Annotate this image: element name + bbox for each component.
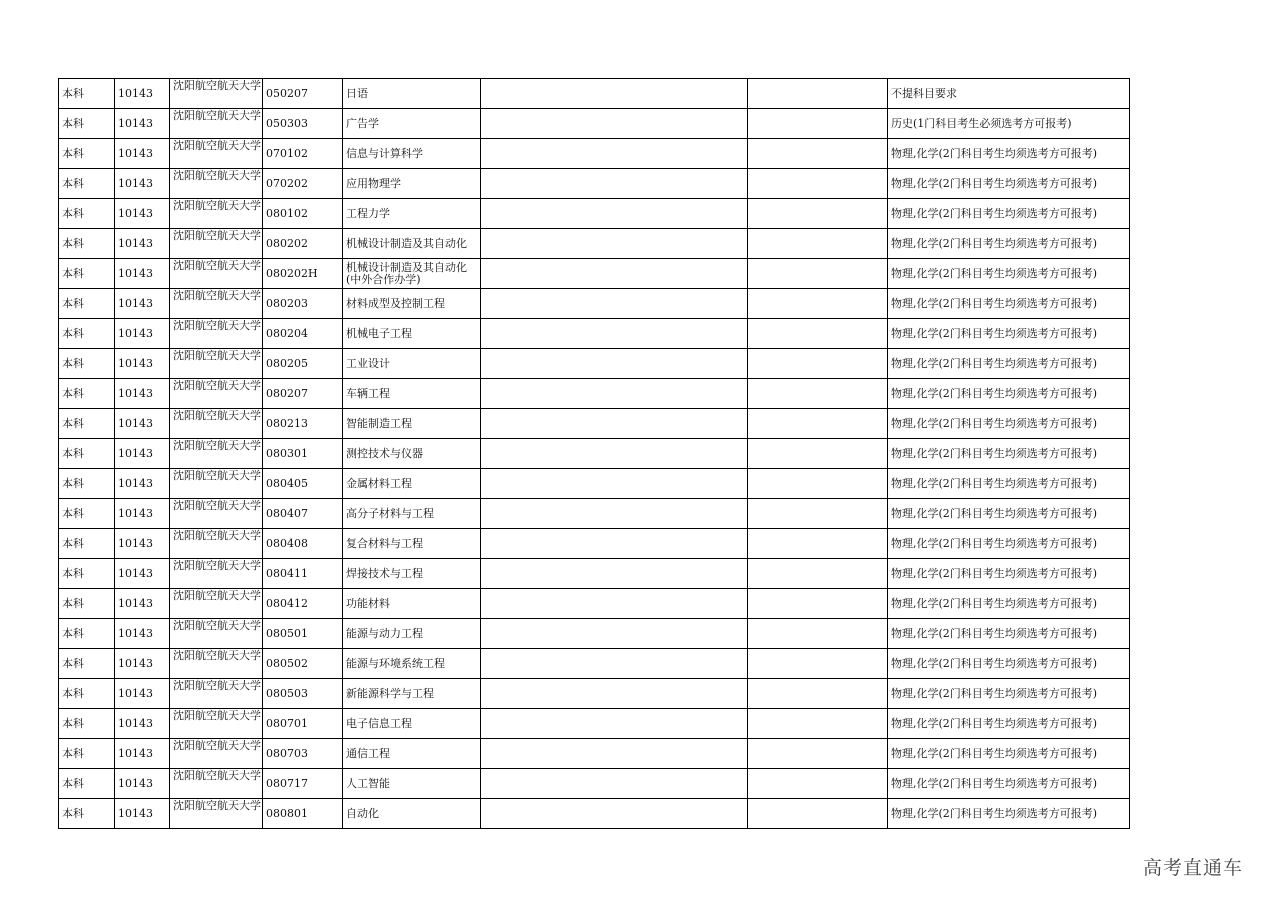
table-row [59,259,1130,289]
cell-major-code: 080408 [263,529,343,559]
cell-level: 本科 [59,499,115,529]
cell-empty-b [748,529,888,559]
cell-major-code: 080405 [263,469,343,499]
cell-school-name: 沈阳航空航天大学 [170,619,263,649]
cell-empty-a [481,559,748,589]
cell-major-code: 080717 [263,769,343,799]
cell-empty-a [481,169,748,199]
cell-school-code: 10143 [115,649,170,679]
cell-major-code: 080213 [263,409,343,439]
cell-major-code: 050207 [263,79,343,109]
table-row [59,79,1130,109]
cell-subject-requirement: 物理,化学(2门科目考生均须选考方可报考) [888,589,1130,619]
cell-empty-b [748,769,888,799]
table-row [59,559,1130,589]
cell-subject-requirement: 物理,化学(2门科目考生均须选考方可报考) [888,289,1130,319]
table-row [59,319,1130,349]
cell-major-name: 工程力学 [343,199,481,229]
cell-subject-requirement: 物理,化学(2门科目考生均须选考方可报考) [888,649,1130,679]
cell-level: 本科 [59,379,115,409]
cell-empty-a [481,589,748,619]
table-row [59,109,1130,139]
cell-major-code: 080501 [263,619,343,649]
cell-level: 本科 [59,349,115,379]
cell-school-code: 10143 [115,679,170,709]
cell-subject-requirement: 物理,化学(2门科目考生均须选考方可报考) [888,319,1130,349]
cell-subject-requirement: 物理,化学(2门科目考生均须选考方可报考) [888,709,1130,739]
cell-school-code: 10143 [115,109,170,139]
cell-level: 本科 [59,139,115,169]
cell-empty-b [748,619,888,649]
cell-school-name: 沈阳航空航天大学 [170,769,263,799]
cell-empty-a [481,499,748,529]
cell-school-code: 10143 [115,589,170,619]
cell-school-name: 沈阳航空航天大学 [170,649,263,679]
cell-subject-requirement: 物理,化学(2门科目考生均须选考方可报考) [888,229,1130,259]
cell-empty-a [481,319,748,349]
cell-school-name: 沈阳航空航天大学 [170,289,263,319]
cell-subject-requirement: 物理,化学(2门科目考生均须选考方可报考) [888,499,1130,529]
cell-major-code: 080503 [263,679,343,709]
cell-major-name: 测控技术与仪器 [343,439,481,469]
subject-requirements-table [58,78,1130,829]
cell-subject-requirement: 物理,化学(2门科目考生均须选考方可报考) [888,439,1130,469]
cell-subject-requirement: 物理,化学(2门科目考生均须选考方可报考) [888,199,1130,229]
table-row [59,469,1130,499]
cell-school-name: 沈阳航空航天大学 [170,439,263,469]
table-row [59,199,1130,229]
cell-school-code: 10143 [115,769,170,799]
cell-empty-a [481,289,748,319]
table-row [59,499,1130,529]
cell-level: 本科 [59,199,115,229]
table-row [59,439,1130,469]
cell-school-name: 沈阳航空航天大学 [170,529,263,559]
cell-major-name: 智能制造工程 [343,409,481,439]
cell-school-code: 10143 [115,619,170,649]
cell-school-code: 10143 [115,709,170,739]
cell-school-name: 沈阳航空航天大学 [170,559,263,589]
cell-major-name: 新能源科学与工程 [343,679,481,709]
cell-empty-b [748,319,888,349]
cell-level: 本科 [59,259,115,289]
cell-school-code: 10143 [115,379,170,409]
cell-major-name: 应用物理学 [343,169,481,199]
cell-school-name: 沈阳航空航天大学 [170,679,263,709]
cell-empty-a [481,349,748,379]
cell-empty-b [748,259,888,289]
cell-major-code: 080412 [263,589,343,619]
cell-major-name: 信息与计算科学 [343,139,481,169]
cell-level: 本科 [59,319,115,349]
cell-subject-requirement: 物理,化学(2门科目考生均须选考方可报考) [888,469,1130,499]
cell-level: 本科 [59,79,115,109]
cell-school-code: 10143 [115,259,170,289]
cell-level: 本科 [59,619,115,649]
cell-major-code: 070102 [263,139,343,169]
cell-major-code: 080204 [263,319,343,349]
table-row [59,379,1130,409]
cell-major-name: 高分子材料与工程 [343,499,481,529]
cell-empty-a [481,379,748,409]
cell-empty-a [481,229,748,259]
cell-major-code: 080301 [263,439,343,469]
cell-level: 本科 [59,439,115,469]
cell-empty-a [481,709,748,739]
cell-major-name: 金属材料工程 [343,469,481,499]
cell-empty-a [481,139,748,169]
cell-school-name: 沈阳航空航天大学 [170,469,263,499]
cell-major-name: 能源与环境系统工程 [343,649,481,679]
cell-major-name: 通信工程 [343,739,481,769]
cell-empty-b [748,289,888,319]
cell-subject-requirement: 物理,化学(2门科目考生均须选考方可报考) [888,409,1130,439]
cell-level: 本科 [59,589,115,619]
cell-school-name: 沈阳航空航天大学 [170,259,263,289]
cell-school-code: 10143 [115,739,170,769]
cell-empty-b [748,589,888,619]
cell-level: 本科 [59,469,115,499]
cell-school-code: 10143 [115,139,170,169]
table-row [59,169,1130,199]
cell-empty-a [481,259,748,289]
cell-empty-b [748,679,888,709]
cell-school-code: 10143 [115,529,170,559]
cell-subject-requirement: 不提科目要求 [888,79,1130,109]
cell-major-code: 080202H [263,259,343,289]
cell-school-name: 沈阳航空航天大学 [170,169,263,199]
table-row [59,229,1130,259]
table-row [59,649,1130,679]
cell-major-code: 080102 [263,199,343,229]
cell-subject-requirement: 物理,化学(2门科目考生均须选考方可报考) [888,529,1130,559]
cell-school-name: 沈阳航空航天大学 [170,739,263,769]
cell-empty-b [748,139,888,169]
cell-level: 本科 [59,649,115,679]
cell-empty-b [748,559,888,589]
table-row [59,619,1130,649]
cell-school-code: 10143 [115,409,170,439]
cell-major-code: 080203 [263,289,343,319]
cell-school-name: 沈阳航空航天大学 [170,709,263,739]
cell-empty-a [481,529,748,559]
cell-major-name: 广告学 [343,109,481,139]
cell-major-name: 人工智能 [343,769,481,799]
cell-major-name: 工业设计 [343,349,481,379]
cell-level: 本科 [59,679,115,709]
cell-school-code: 10143 [115,319,170,349]
cell-empty-b [748,169,888,199]
cell-empty-b [748,349,888,379]
cell-school-name: 沈阳航空航天大学 [170,409,263,439]
cell-level: 本科 [59,529,115,559]
cell-empty-a [481,469,748,499]
cell-level: 本科 [59,709,115,739]
cell-major-name: 机械设计制造及其自动化(中外合作办学) [343,259,481,289]
cell-major-name: 功能材料 [343,589,481,619]
cell-subject-requirement: 物理,化学(2门科目考生均须选考方可报考) [888,349,1130,379]
cell-major-code: 080703 [263,739,343,769]
cell-school-code: 10143 [115,289,170,319]
cell-subject-requirement: 物理,化学(2门科目考生均须选考方可报考) [888,259,1130,289]
cell-empty-a [481,769,748,799]
cell-school-name: 沈阳航空航天大学 [170,379,263,409]
cell-subject-requirement: 物理,化学(2门科目考生均须选考方可报考) [888,799,1130,829]
cell-empty-a [481,799,748,829]
table-body [59,79,1130,829]
cell-empty-b [748,499,888,529]
cell-school-name: 沈阳航空航天大学 [170,139,263,169]
cell-major-name: 机械电子工程 [343,319,481,349]
cell-school-name: 沈阳航空航天大学 [170,349,263,379]
cell-school-name: 沈阳航空航天大学 [170,799,263,829]
table-row [59,739,1130,769]
cell-empty-b [748,739,888,769]
cell-major-name: 复合材料与工程 [343,529,481,559]
cell-school-code: 10143 [115,799,170,829]
cell-empty-a [481,439,748,469]
cell-subject-requirement: 物理,化学(2门科目考生均须选考方可报考) [888,679,1130,709]
table-row [59,349,1130,379]
cell-school-code: 10143 [115,229,170,259]
cell-empty-b [748,649,888,679]
cell-subject-requirement: 历史(1门科目考生必须选考方可报考) [888,109,1130,139]
cell-major-name: 日语 [343,79,481,109]
cell-level: 本科 [59,799,115,829]
cell-level: 本科 [59,739,115,769]
cell-subject-requirement: 物理,化学(2门科目考生均须选考方可报考) [888,619,1130,649]
cell-subject-requirement: 物理,化学(2门科目考生均须选考方可报考) [888,139,1130,169]
cell-major-code: 080801 [263,799,343,829]
cell-subject-requirement: 物理,化学(2门科目考生均须选考方可报考) [888,169,1130,199]
cell-major-name: 电子信息工程 [343,709,481,739]
cell-level: 本科 [59,169,115,199]
table-row [59,409,1130,439]
cell-empty-a [481,199,748,229]
cell-school-name: 沈阳航空航天大学 [170,229,263,259]
cell-school-name: 沈阳航空航天大学 [170,109,263,139]
cell-empty-a [481,79,748,109]
cell-school-name: 沈阳航空航天大学 [170,589,263,619]
cell-major-code: 050303 [263,109,343,139]
cell-major-code: 080205 [263,349,343,379]
cell-major-name: 能源与动力工程 [343,619,481,649]
cell-school-name: 沈阳航空航天大学 [170,499,263,529]
cell-empty-a [481,679,748,709]
cell-major-code: 080411 [263,559,343,589]
cell-major-code: 080207 [263,379,343,409]
cell-subject-requirement: 物理,化学(2门科目考生均须选考方可报考) [888,559,1130,589]
cell-empty-b [748,439,888,469]
cell-subject-requirement: 物理,化学(2门科目考生均须选考方可报考) [888,769,1130,799]
cell-level: 本科 [59,769,115,799]
cell-major-name: 车辆工程 [343,379,481,409]
cell-major-name: 材料成型及控制工程 [343,289,481,319]
cell-empty-a [481,619,748,649]
cell-school-code: 10143 [115,469,170,499]
table-row [59,589,1130,619]
table-row [59,769,1130,799]
cell-major-name: 机械设计制造及其自动化 [343,229,481,259]
cell-empty-b [748,199,888,229]
cell-empty-b [748,109,888,139]
cell-empty-b [748,379,888,409]
cell-level: 本科 [59,109,115,139]
table-row [59,799,1130,829]
cell-school-code: 10143 [115,169,170,199]
cell-major-name: 焊接技术与工程 [343,559,481,589]
cell-empty-b [748,409,888,439]
table-row [59,139,1130,169]
cell-school-name: 沈阳航空航天大学 [170,319,263,349]
cell-level: 本科 [59,229,115,259]
cell-level: 本科 [59,559,115,589]
table-row [59,529,1130,559]
cell-empty-a [481,649,748,679]
cell-major-name: 自动化 [343,799,481,829]
cell-level: 本科 [59,289,115,319]
cell-school-code: 10143 [115,499,170,529]
cell-empty-b [748,709,888,739]
cell-school-code: 10143 [115,439,170,469]
cell-empty-b [748,79,888,109]
table-row [59,709,1130,739]
cell-level: 本科 [59,409,115,439]
table-row [59,679,1130,709]
cell-subject-requirement: 物理,化学(2门科目考生均须选考方可报考) [888,739,1130,769]
table-row [59,289,1130,319]
cell-empty-b [748,799,888,829]
cell-major-code: 080502 [263,649,343,679]
watermark-text: 高考直通车 [1143,857,1244,879]
cell-school-name: 沈阳航空航天大学 [170,79,263,109]
cell-empty-a [481,109,748,139]
cell-school-name: 沈阳航空航天大学 [170,199,263,229]
cell-subject-requirement: 物理,化学(2门科目考生均须选考方可报考) [888,379,1130,409]
cell-school-code: 10143 [115,559,170,589]
cell-empty-a [481,739,748,769]
cell-school-code: 10143 [115,199,170,229]
cell-major-code: 080202 [263,229,343,259]
cell-empty-b [748,469,888,499]
cell-major-code: 080407 [263,499,343,529]
cell-empty-a [481,409,748,439]
cell-major-code: 070202 [263,169,343,199]
cell-school-code: 10143 [115,79,170,109]
cell-school-code: 10143 [115,349,170,379]
cell-major-code: 080701 [263,709,343,739]
cell-empty-b [748,229,888,259]
